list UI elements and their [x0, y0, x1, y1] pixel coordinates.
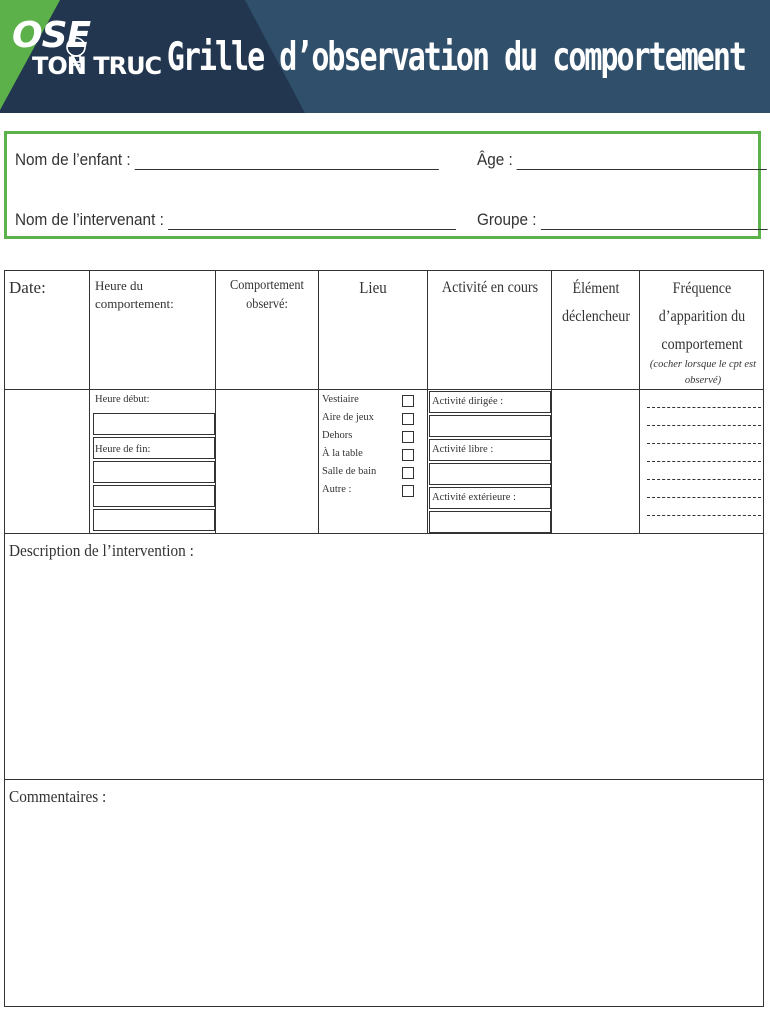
col-divider: [215, 271, 216, 533]
place-checkbox[interactable]: [402, 467, 414, 479]
group-field[interactable]: [477, 210, 768, 230]
comments-label: Commentaires :: [9, 787, 107, 806]
age-field[interactable]: [477, 150, 767, 170]
frequency-tick-line[interactable]: [647, 479, 761, 480]
frequency-header: Fréquence d’apparition du comportement: [658, 280, 746, 353]
place-option-dehors: Dehors: [322, 430, 353, 441]
trigger-header: Élément déclencheur: [561, 280, 631, 325]
frequency-note: (cocher lorsque le cpt est observé): [649, 359, 757, 386]
age-label: Âge :: [477, 150, 513, 169]
child-name-line[interactable]: [135, 153, 439, 170]
logo-line-2: TON TRUC: [32, 52, 162, 80]
place-checkbox[interactable]: [402, 485, 414, 497]
logo: [12, 15, 162, 80]
observation-table: [4, 270, 764, 1007]
header-banner: [0, 0, 770, 113]
frequency-tick-line[interactable]: [647, 407, 761, 408]
behavior-header: Comportement observé:: [230, 278, 304, 312]
row-divider: [5, 533, 763, 534]
time-start-box[interactable]: [93, 413, 215, 435]
col-divider: [89, 271, 90, 533]
time-end-box[interactable]: [93, 461, 215, 483]
time-end-box[interactable]: [93, 485, 215, 507]
place-option-autre: Autre :: [322, 484, 352, 495]
activity-box[interactable]: [429, 463, 551, 485]
place-checkbox[interactable]: [402, 413, 414, 425]
time-end-box[interactable]: [93, 509, 215, 531]
group-line[interactable]: [541, 213, 768, 230]
worker-name-line[interactable]: [168, 213, 456, 230]
frequency-tick-line[interactable]: [647, 443, 761, 444]
intervention-label: Description de l’intervention :: [9, 541, 194, 560]
frequency-tick-line[interactable]: [647, 515, 761, 516]
time-end-label: Heure de fin:: [95, 444, 151, 455]
child-name-label: Nom de l’enfant :: [15, 150, 131, 169]
group-label: Groupe :: [477, 210, 537, 229]
place-header: Lieu: [359, 278, 387, 297]
page-title: Grille d’observation du comportement: [166, 34, 745, 81]
activity-outdoor-label: Activité extérieure :: [432, 492, 516, 503]
place-checkbox[interactable]: [402, 449, 414, 461]
worker-name-field[interactable]: [15, 210, 456, 230]
time-header: Heure du comportement:: [95, 278, 174, 311]
activity-box[interactable]: [429, 511, 551, 533]
activity-directed-label: Activité dirigée :: [432, 396, 504, 407]
frequency-tick-line[interactable]: [647, 425, 761, 426]
activity-free-label: Activité libre :: [432, 444, 494, 455]
frequency-tick-line[interactable]: [647, 461, 761, 462]
lightbulb-icon: [64, 36, 88, 70]
date-header: Date:: [9, 278, 46, 297]
worker-name-label: Nom de l’intervenant :: [15, 210, 164, 229]
place-option-aire: Aire de jeux: [322, 412, 374, 423]
time-start-label: Heure début:: [95, 394, 150, 405]
age-line[interactable]: [517, 153, 767, 170]
col-divider: [427, 271, 428, 533]
place-checkbox[interactable]: [402, 431, 414, 443]
place-option-salle: Salle de bain: [322, 466, 377, 477]
place-option-table: À la table: [322, 448, 363, 459]
logo-line-1: OSE: [12, 15, 91, 56]
activity-header: Activité en cours: [441, 279, 539, 296]
child-info-box: [4, 131, 761, 239]
col-divider: [551, 271, 552, 533]
row-divider: [5, 779, 763, 780]
child-name-field[interactable]: [15, 150, 439, 170]
frequency-tick-line[interactable]: [647, 497, 761, 498]
col-divider: [318, 271, 319, 533]
row-divider: [5, 389, 763, 390]
place-checkbox[interactable]: [402, 395, 414, 407]
activity-box[interactable]: [429, 415, 551, 437]
col-divider: [639, 271, 640, 533]
place-option-vestiaire: Vestiaire: [322, 394, 359, 405]
